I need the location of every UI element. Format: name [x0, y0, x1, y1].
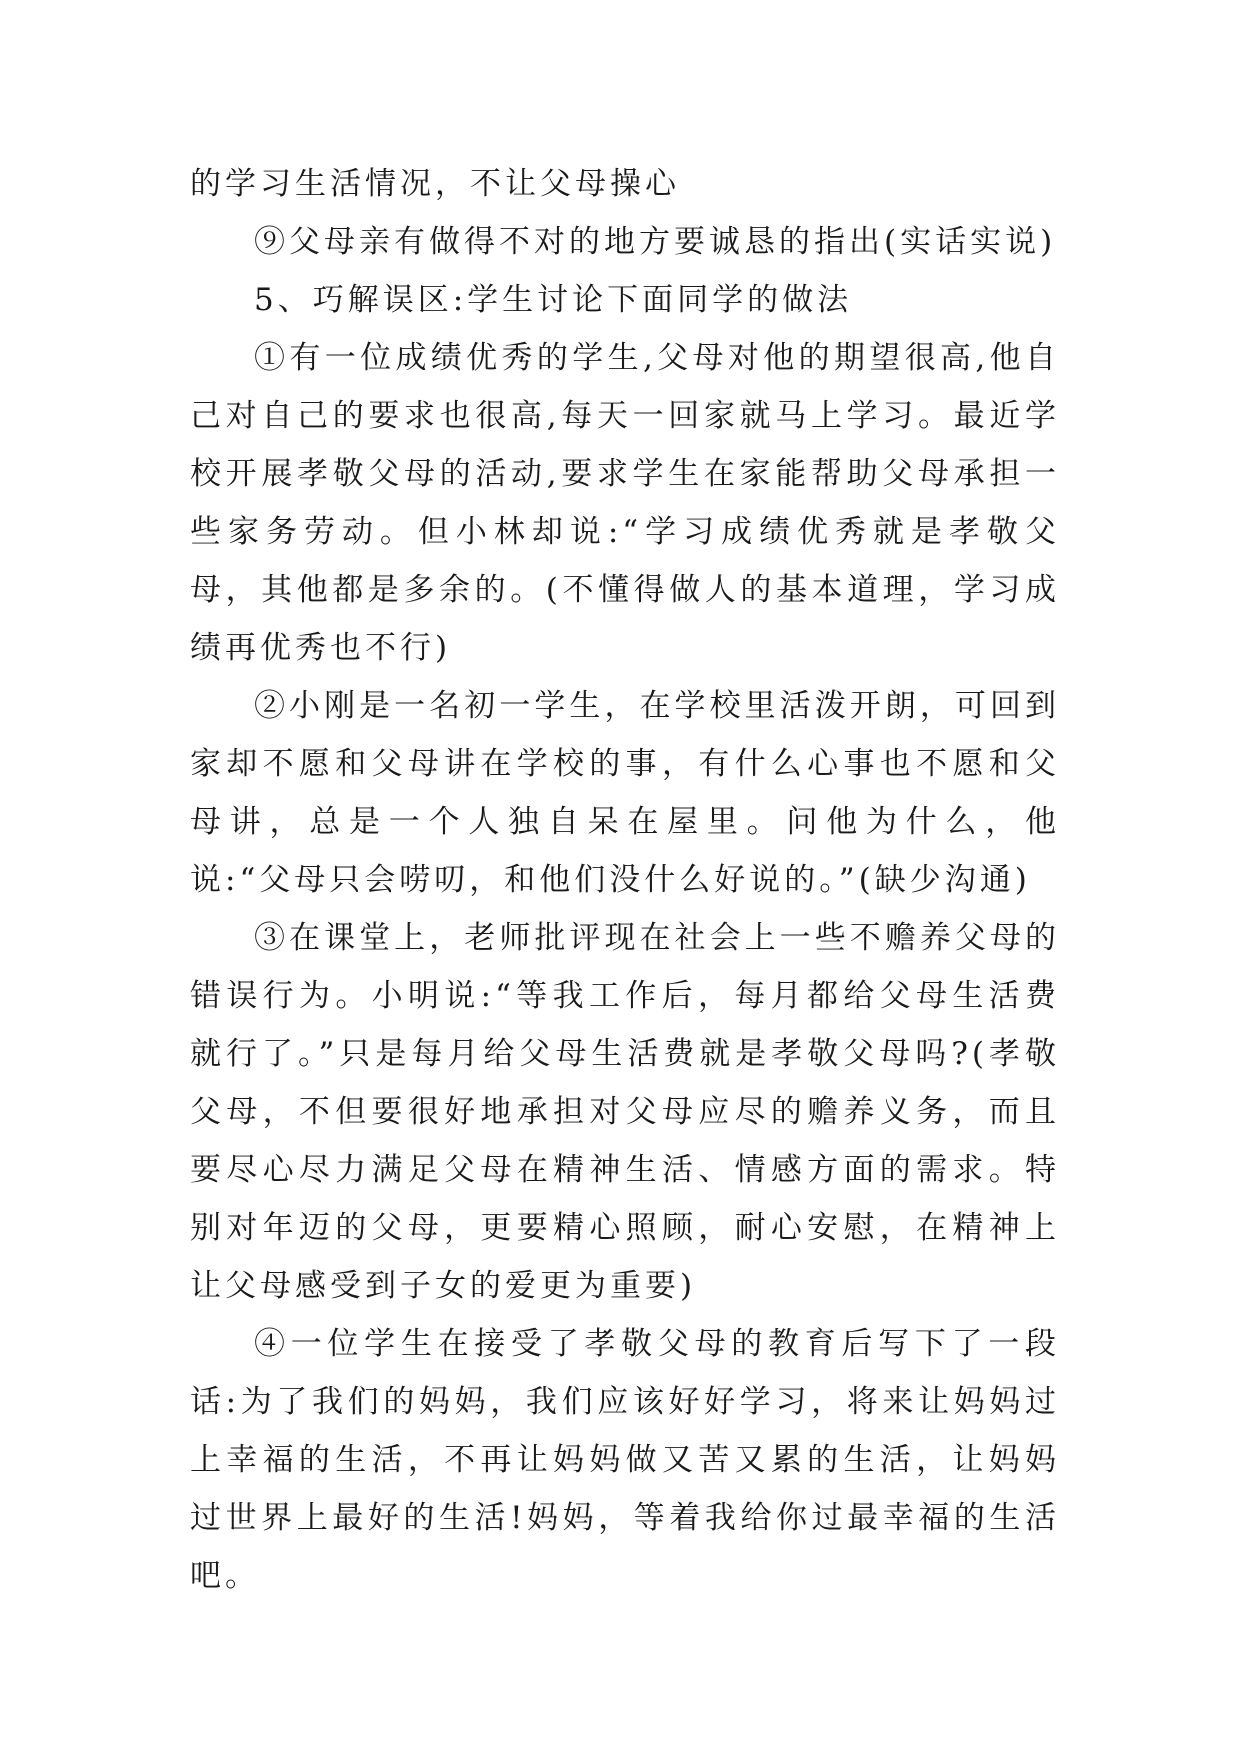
paragraph-case-4: ④一位学生在接受了孝敬父母的教育后写下了一段话:为了我们的妈妈，我们应该好好学习，将来让妈妈过上幸福的生活，不再让妈妈做又苦又累的生活，让妈妈过世界上最好的生活!妈妈，等着我给你过最幸福的生活吧。 [190, 1326, 1060, 1594]
paragraph-case-2: ②小刚是一名初一学生，在学校里活泼开朗，可回到家却不愿和父母讲在学校的事，有什么心事也不愿和父母讲，总是一个人独自呆在屋里。问他为什么，他说:“父母只会唠叨，和他们没什么好说的。”(缺少沟通) [190, 688, 1060, 898]
section-heading-5: 5、巧解误区:学生讨论下面同学的做法 [254, 282, 853, 318]
paragraph-case-3: ③在课堂上，老师批评现在社会上一些不赡养父母的错误行为。小明说:“等我工作后，每月都给父母生活费就行了。”只是每月给父母生活费就是孝敬父母吗?(孝敬父母，不但要很好地承担对父母应尽的赡养义务，而且要尽心尽力满足父母在精神生活、情感方面的需求。特别对年迈的父母，更要精心照顾，耐心安慰，在精神上让父母感受到子女的爱更为重要) [190, 920, 1060, 1304]
paragraph-continuation: 的学习生活情况，不让父母操心 [190, 166, 680, 202]
paragraph-case-1: ①有一位成绩优秀的学生,父母对他的期望很高,他自己对自己的要求也很高,每天一回家就马上学习。最近学校开展孝敬父母的活动,要求学生在家能帮助父母承担一些家务劳动。但小林却说:“学习成绩优秀就是孝敬父母，其他都是多余的。(不懂得做人的基本道理，学习成绩再优秀也不行) [190, 340, 1060, 666]
document-body [190, 155, 1060, 1605]
paragraph-item-9: ⑨父母亲有做得不对的地方要诚恳的指出(实话实说) [254, 224, 1057, 260]
